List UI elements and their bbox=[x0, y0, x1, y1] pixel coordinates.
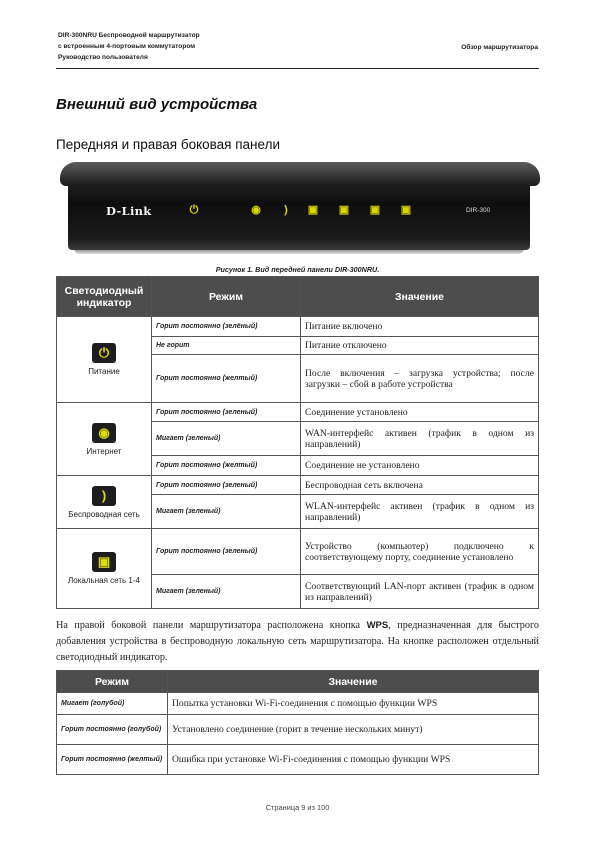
section-subtitle: Передняя и правая боковая панели bbox=[56, 137, 280, 152]
column-header-mode: Режим bbox=[57, 671, 168, 693]
table-row: ) Беспроводная сеть Горит постоянно (зеленый) Беспроводная сеть включена bbox=[57, 476, 539, 495]
table-row: Горит постоянно (желтый) Ошибка при установке Wi-Fi-соединения с помощью функции WPS bbox=[57, 745, 539, 775]
table-row: ▣ Локальная сеть 1-4 Горит постоянно (зеленый) Устройство (компьютер) подключено к соответствующему порту, соединение установлено bbox=[57, 529, 539, 575]
page-number: Страница 9 из 100 bbox=[265, 803, 330, 812]
page-title: Внешний вид устройства bbox=[56, 96, 258, 113]
router-top-lip bbox=[60, 162, 540, 186]
column-header-value: Значение bbox=[301, 277, 539, 317]
header-section: Обзор маршрутизатора bbox=[461, 44, 538, 51]
indicator-cell-lan: ▣ Локальная сеть 1-4 bbox=[57, 529, 152, 609]
lan-port-icon: ▣ bbox=[92, 552, 116, 572]
indicator-cell-wireless: ) Беспроводная сеть bbox=[57, 476, 152, 529]
table-row: Мигает (зеленый) Соответствующий LAN-порт активен (трафик в одном из направлений) bbox=[57, 575, 539, 609]
wps-led-table bbox=[56, 670, 539, 775]
led-indicator-table bbox=[56, 276, 539, 609]
router-front-panel-image bbox=[60, 160, 540, 255]
table-row: Мигает (зеленый) WAN-интерфейс активен (трафик в одном из направлений) bbox=[57, 422, 539, 456]
power-led-icon: ⏻ bbox=[189, 204, 199, 216]
header-manual-name: Руководство пользователя bbox=[58, 54, 148, 61]
wireless-led-icon: ) bbox=[284, 204, 288, 216]
column-header-value: Значение bbox=[168, 671, 539, 693]
table-row: Мигает (зеленый) WLAN-интерфейс активен (трафик в одном из направлений) bbox=[57, 495, 539, 529]
lan4-led-icon: ▣ bbox=[400, 204, 412, 216]
power-icon: ⏻ bbox=[92, 343, 116, 363]
lan1-led-icon: ▣ bbox=[307, 204, 319, 216]
table-row: Горит постоянно (голубой) Установлено соединение (горит в течение нескольких минут) bbox=[57, 715, 539, 745]
router-brand-logo: D-Link bbox=[106, 204, 152, 218]
wps-paragraph: На правой боковой панели маршрутизатора расположена кнопка WPS, предназначенная для быстрого добавления устройства в беспроводную локальную сеть маршрутизатора. На кнопке расположен отдельный светодиодный индикатор. bbox=[56, 620, 539, 663]
table-row: Не горит Питание отключено bbox=[57, 337, 539, 355]
wps-term: WPS bbox=[366, 620, 389, 631]
table-row: ⏻ Питание Горит постоянно (зелёный) Питание включено bbox=[57, 317, 539, 337]
internet-led-icon: ◉ bbox=[251, 204, 261, 216]
table-row: Горит постоянно (желтый) Соединение не установлено bbox=[57, 456, 539, 476]
indicator-cell-internet: ◉ Интернет bbox=[57, 403, 152, 476]
wireless-icon: ) bbox=[92, 486, 116, 506]
header-product-line2: с встроенным 4-портовым коммутатором bbox=[58, 43, 196, 50]
column-header-mode: Режим bbox=[152, 277, 301, 317]
column-header-indicator: Светодиодный индикатор bbox=[57, 277, 152, 317]
table-row: Горит постоянно (желтый) После включения – загрузка устройства; после загрузки – сбой в работе устройства bbox=[57, 355, 539, 403]
header-divider bbox=[56, 68, 539, 69]
table-row: ◉ Интернет Горит постоянно (зеленый) Соединение установлено bbox=[57, 403, 539, 422]
table-row: Мигает (голубой) Попытка установки Wi-Fi-соединения с помощью функции WPS bbox=[57, 693, 539, 715]
header-left bbox=[58, 30, 278, 63]
indicator-cell-power: ⏻ Питание bbox=[57, 317, 152, 403]
router-model-label: DIR-300 bbox=[466, 207, 491, 214]
header-product-line1: DIR-300NRU Беспроводной маршрутизатор bbox=[58, 32, 200, 39]
globe-icon: ◉ bbox=[92, 423, 116, 443]
lan2-led-icon: ▣ bbox=[338, 204, 350, 216]
lan3-led-icon: ▣ bbox=[369, 204, 381, 216]
figure-caption: Рисунок 1. Вид передней панели DIR-300NRU. bbox=[215, 265, 380, 274]
